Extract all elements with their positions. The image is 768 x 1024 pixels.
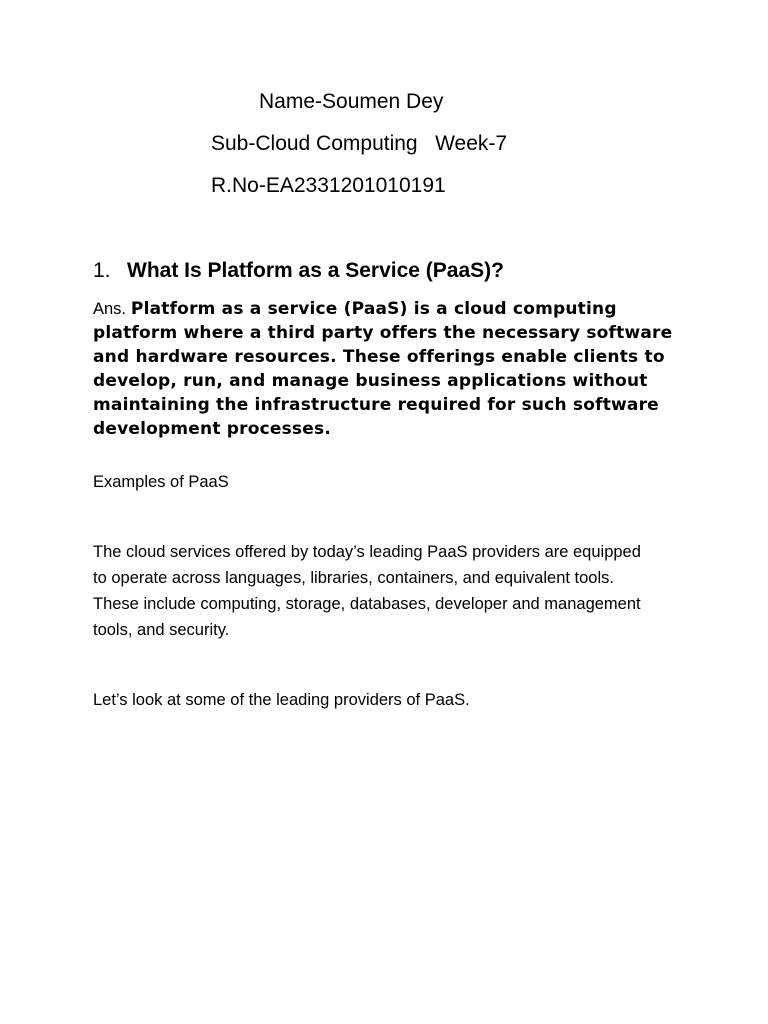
body-paragraph: Let’s look at some of the leading providers of PaaS.	[93, 691, 470, 709]
question-heading	[93, 257, 504, 285]
student-name: Name-Soumen Dey	[259, 90, 444, 113]
question-text: What Is Platform as a Service (PaaS)?	[127, 259, 504, 282]
answer-paragraph	[93, 297, 693, 441]
answer-prefix: Ans.	[93, 300, 127, 318]
subject-line: Sub-Cloud Computing Week-7	[211, 132, 508, 155]
body-paragraph: The cloud services offered by today’s leading PaaS providers are equipped to operate across languages, libraries, containers, and equivalent tools. These include computing, storage, databases, developer and management tools, and security.	[93, 543, 641, 639]
roll-number: R.No-EA2331201010191	[211, 174, 446, 197]
question-number: 1.	[93, 259, 111, 282]
answer-body: Platform as a service (PaaS) is a cloud computing platform where a third party offers the necessary software and hardware resources. These offerings enable clients to develop, run, and manage business applications without maintaining the infrastructure required for such software development processes.	[93, 299, 673, 439]
examples-heading: Examples of PaaS	[93, 473, 229, 491]
